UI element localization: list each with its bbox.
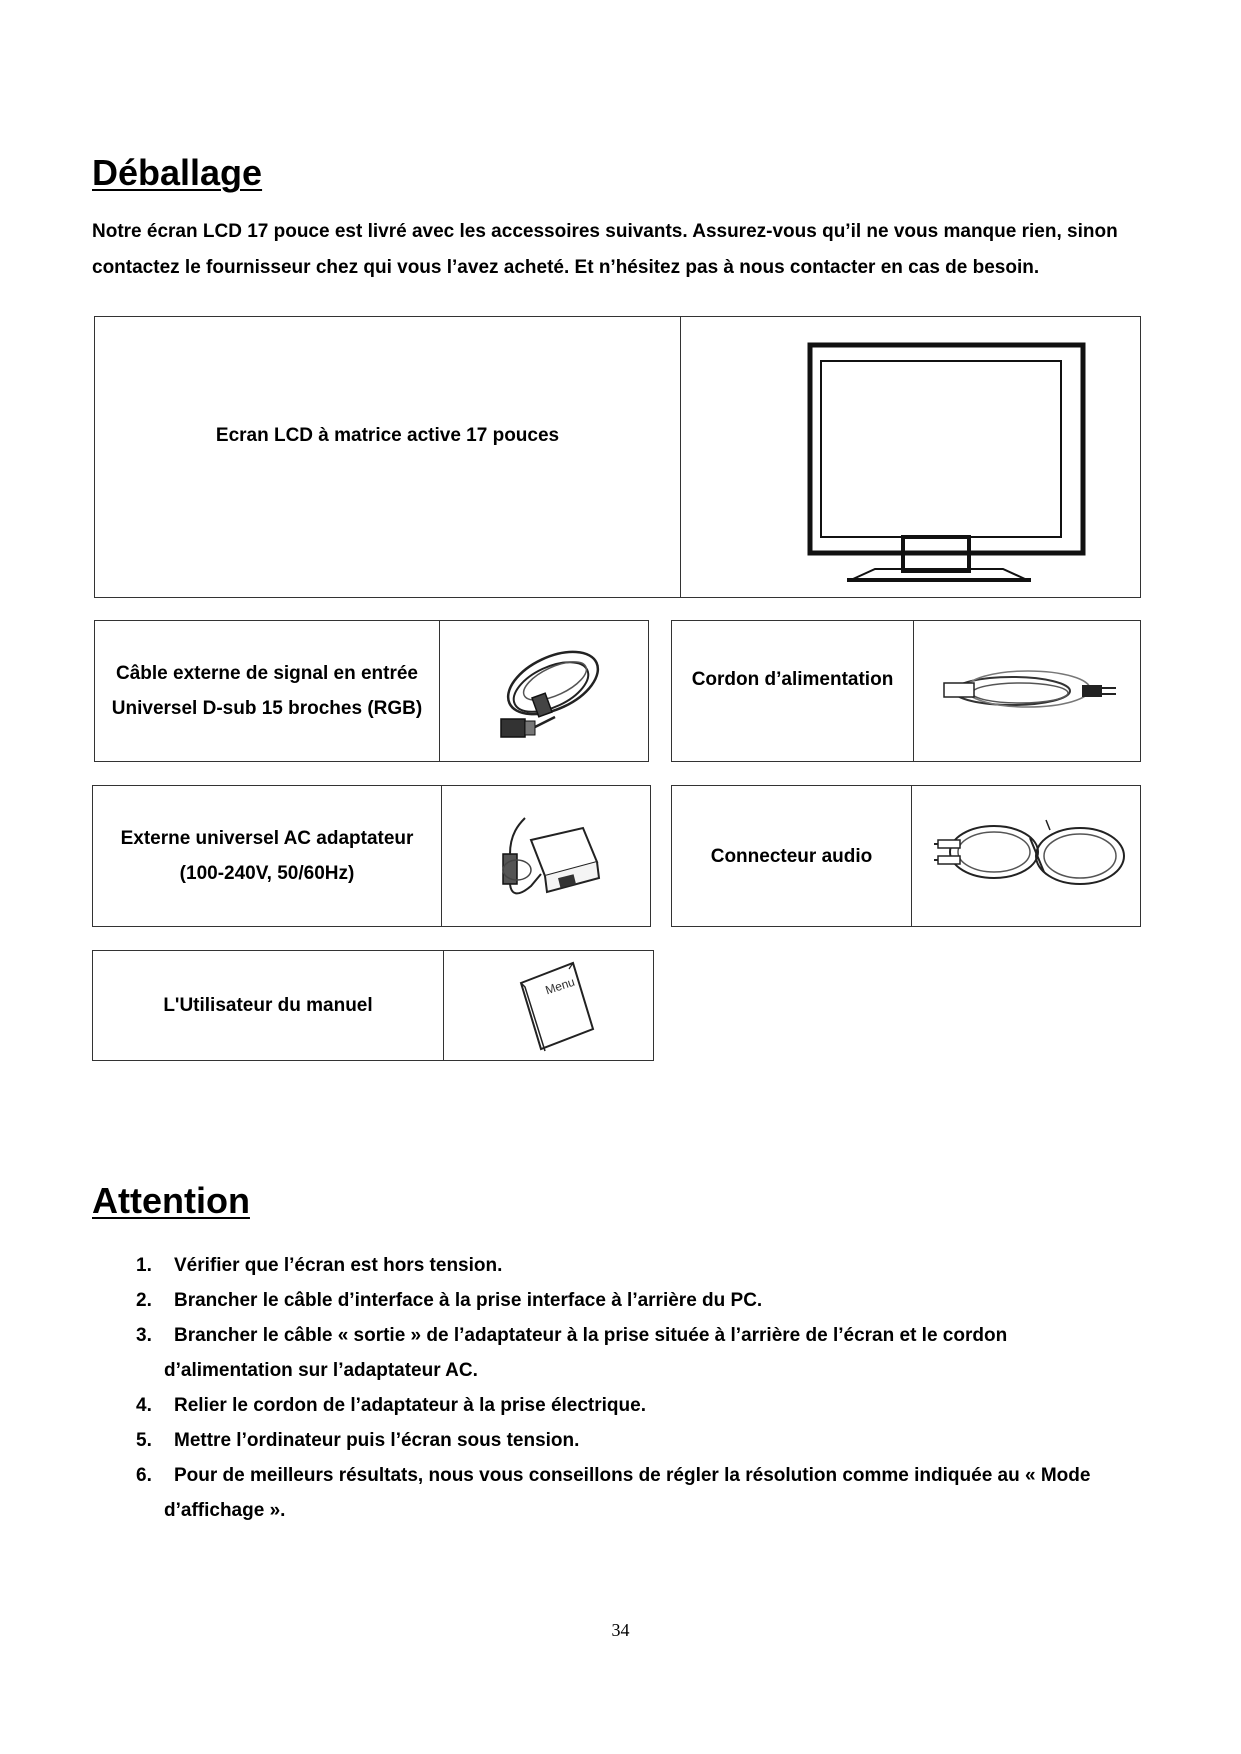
step-text: Brancher le câble d’interface à la prise interface à l’arrière du PC. <box>174 1290 763 1311</box>
step-text: Brancher le câble « sortie » de l’adaptateur à la prise située à l’arrière de l’écran et le cordon <box>174 1325 1008 1346</box>
step-text: Pour de meilleurs résultats, nous vous conseillons de régler la résolution comme indiquée au « Mode <box>174 1465 1091 1486</box>
manual-booklet-icon <box>511 959 611 1053</box>
step-item <box>136 1283 1146 1318</box>
item-power-cord <box>671 620 1141 762</box>
step-text: Mettre l’ordinateur puis l’écran sous tension. <box>174 1430 580 1451</box>
step-text: Relier le cordon de l’adaptateur à la prise électrique. <box>174 1395 646 1416</box>
item-manual-label: L'Utilisateur du manuel <box>163 995 373 1016</box>
power-cord-icon <box>932 657 1132 727</box>
step-number: 1. <box>136 1255 152 1276</box>
page-number: 34 <box>611 1620 630 1640</box>
item-ac-adapter <box>92 785 651 927</box>
step-item <box>136 1423 1146 1458</box>
item-lcd-label: Ecran LCD à matrice active 17 pouces <box>215 424 560 446</box>
step-item <box>136 1458 1146 1528</box>
lcd-monitor-icon <box>763 329 1123 587</box>
step-number: 2. <box>136 1290 152 1311</box>
intro-paragraph <box>92 214 1172 286</box>
step-text: Vérifier que l’écran est hors tension. <box>174 1255 503 1276</box>
step-number: 4. <box>136 1395 152 1416</box>
item-dsub-label <box>95 621 439 761</box>
item-adapter-line-1: Externe universel AC adaptateur <box>120 828 414 849</box>
ac-adapter-icon <box>495 814 605 904</box>
item-adapter-label <box>93 786 441 926</box>
step-item <box>136 1248 1146 1283</box>
section-title-attention: Attention <box>92 1180 250 1221</box>
step-item <box>136 1318 1146 1388</box>
section-title-unpacking: Déballage <box>92 152 263 193</box>
vga-cable-icon <box>495 647 605 745</box>
step-number: 5. <box>136 1430 152 1451</box>
audio-cable-icon <box>934 816 1134 896</box>
item-lcd-screen <box>94 316 1141 598</box>
step-number: 3. <box>136 1325 152 1346</box>
manual-booklet-text: Menu <box>543 974 577 998</box>
item-dsub-line-1: Câble externe de signal en entrée <box>115 663 418 684</box>
intro-line-1: Notre écran LCD 17 pouce est livré avec les accessoires suivants. Assurez-vous qu’il ne vous manque rien, sinon <box>92 221 1118 242</box>
step-text-continuation: d’affichage ». <box>164 1500 286 1521</box>
item-power-label: Cordon d’alimentation <box>691 668 894 690</box>
item-audio-connector <box>671 785 1141 927</box>
item-dsub-cable <box>94 620 649 762</box>
item-dsub-line-2: Universel D-sub 15 broches (RGB) <box>111 698 423 719</box>
item-audio-label: Connecteur audio <box>710 845 873 867</box>
step-text-continuation: d’alimentation sur l’adaptateur AC. <box>164 1360 478 1381</box>
attention-steps-list <box>136 1248 1146 1528</box>
intro-line-2: contactez le fournisseur chez qui vous l’avez acheté. Et n’hésitez pas à nous contacter en cas de besoin. <box>92 257 1040 278</box>
item-adapter-line-2: (100-240V, 50/60Hz) <box>179 863 355 884</box>
step-number: 6. <box>136 1465 152 1486</box>
item-user-manual <box>92 950 654 1061</box>
step-item <box>136 1388 1146 1423</box>
